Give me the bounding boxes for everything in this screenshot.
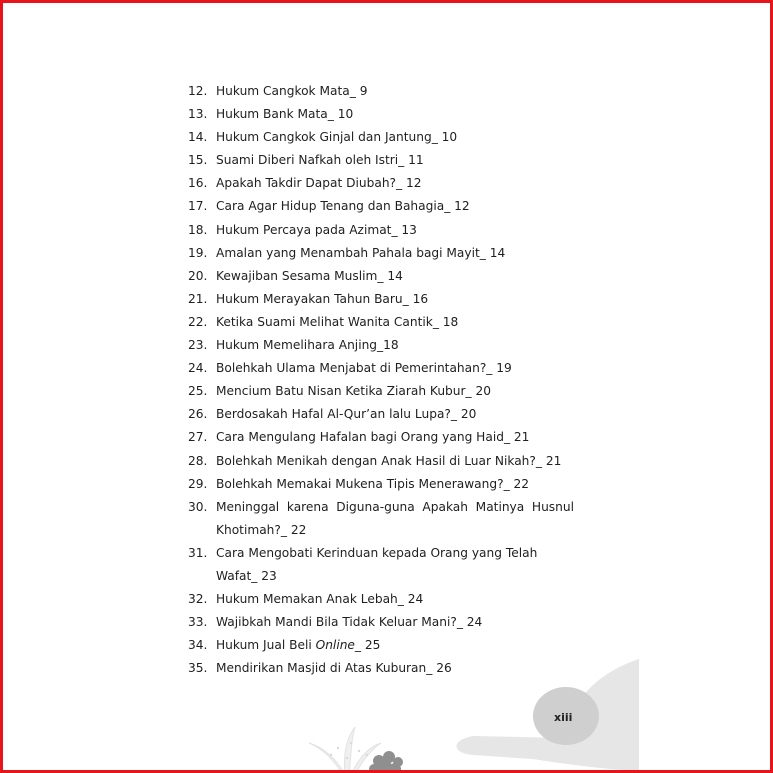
flower-bush-icon [369,751,403,773]
toc-number: 29. [188,476,208,491]
toc-title: Hukum Memakan Anak Lebah_ 24 [216,592,424,607]
toc-title: Cara Mengulang Hafalan bagi Orang yang Haid_ 21 [216,430,530,445]
decorative-illustration [3,3,773,773]
toc-number: 12. [188,84,208,98]
toc-title: Hukum Cangkok Ginjal dan Jantung_ 10 [216,130,458,145]
toc-title-suffix: _ 25 [354,638,381,653]
toc-number: 31. [188,545,208,560]
toc-number: 14. [188,130,208,145]
toc-title: Cara Mengobati Kerinduan kepada Orang yang Telah Wafat_ 23 [216,545,538,583]
toc-title: Hukum Percaya pada Azimat_ 13 [216,222,417,237]
toc-number: 15. [188,153,208,168]
toc-title: Hukum Memelihara Anjing_18 [216,338,399,353]
toc-title-italic: Online [315,638,355,653]
toc-number: 33. [188,615,208,630]
toc-number: 32. [188,592,208,607]
toc-number: 17. [188,199,208,214]
toc-title: Bolehkah Ulama Menjabat di Pemerintahan?_ 19 [216,361,512,376]
toc-number: 25. [188,384,208,399]
toc-title: Bolehkah Menikah dengan Anak Hasil di Luar Nikah?_ 21 [216,453,562,468]
toc-number: 35. [188,661,208,676]
toc-title: Wajibkah Mandi Bila Tidak Keluar Mani?_ 24 [216,615,483,630]
toc-title: Hukum Merayakan Tahun Baru_ 16 [216,291,429,306]
toc-number: 13. [188,107,208,122]
toc-title: Hukum Bank Mata_ 10 [216,107,354,122]
toc-number: 19. [188,245,208,260]
toc-number: 20. [188,268,208,283]
toc-title-line-2: Khotimah?_ 22 [216,522,307,537]
toc-title: Bolehkah Memakai Mukena Tipis Menerawang?_ 22 [216,476,530,491]
toc-title: Kewajiban Sesama Muslim_ 14 [216,268,403,283]
toc-title: Mencium Batu Nisan Ketika Ziarah Kubur_ 20 [216,384,491,399]
toc-title: Ketika Suami Melihat Wanita Cantik_ 18 [216,314,459,329]
toc-title: Berdosakah Hafal Al-Qur’an lalu Lupa?_ 20 [216,407,477,422]
toc-title: Hukum Cangkok Mata_ 9 [216,84,368,98]
toc-number: 28. [188,453,208,468]
toc-number: 16. [188,176,208,191]
toc-number: 30. [188,499,208,514]
toc-title: Cara Agar Hidup Tenang dan Bahagia_ 12 [216,199,470,214]
toc-number: 22. [188,314,208,329]
toc-number: 24. [188,361,208,376]
toc-title: Mendirikan Masjid di Atas Kuburan_ 26 [216,661,452,676]
toc-number: 26. [188,407,208,422]
toc-number: 18. [188,222,208,237]
toc-number: 27. [188,430,208,445]
toc-number: 21. [188,291,208,306]
toc-title-line-1: Meninggal karena Diguna-guna Apakah Matinya Husnul [216,499,574,514]
toc-title: Apakah Takdir Dapat Diubah?_ 12 [216,176,422,191]
page-number: xiii [554,711,573,724]
toc-title-prefix: Hukum Jual Beli [216,638,316,653]
toc-title: Amalan yang Menambah Pahala bagi Mayit_ 14 [216,245,506,260]
toc-number: 23. [188,338,208,353]
toc-number: 34. [188,638,208,653]
toc-title: Suami Diberi Nafkah oleh Istri_ 11 [216,153,424,168]
